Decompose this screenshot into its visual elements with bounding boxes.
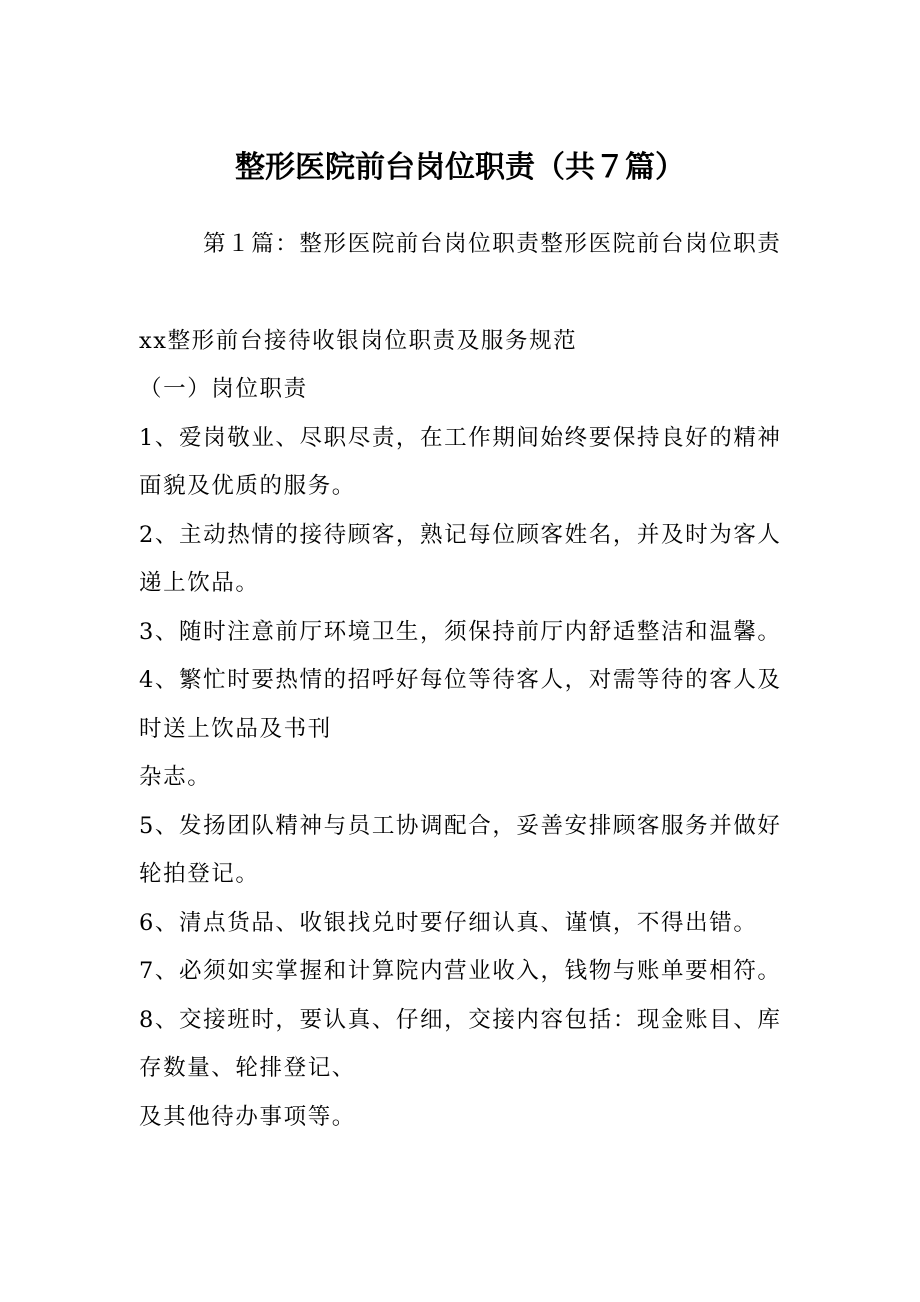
duty-item-3: 3、随时注意前厅环境卫生，须保持前厅内舒适整洁和温馨。 bbox=[139, 618, 782, 645]
duty-item-4-continued: 杂志。 bbox=[139, 764, 212, 790]
duty-item-5: 5、发扬团队精神与员工协调配合，妥善安排顾客服务并做好轮拍登记。 bbox=[139, 812, 782, 887]
duty-item-2: 2、主动热情的接待顾客，熟记每位顾客姓名，并及时为客人递上饮品。 bbox=[139, 521, 782, 596]
duty-item-6: 6、清点货品、收银找兑时要仔细认真、谨慎，不得出错。 bbox=[139, 909, 758, 936]
duty-item-8: 8、交接班时，要认真、仔细，交接内容包括：现金账目、库存数量、轮排登记、 bbox=[139, 1006, 782, 1081]
duty-item-8-continued: 及其他待办事项等。 bbox=[139, 1103, 356, 1130]
document-body bbox=[139, 220, 789, 1141]
duty-item-1: 1、爱岗敬业、尽职尽责，在工作期间始终要保持良好的精神面貌及优质的服务。 bbox=[139, 424, 782, 499]
document-title: 整形医院前台岗位职责（共７篇） bbox=[235, 150, 685, 185]
section-heading-part-1: 第１篇：整形医院前台岗位职责整形医院前台岗位职责 bbox=[203, 231, 782, 257]
duty-item-4: 4、繁忙时要热情的招呼好每位等待客人，对需等待的客人及时送上饮品及书刊 bbox=[139, 667, 782, 742]
subtitle-reception-duties: xx整形前台接待收银岗位职责及服务规范 bbox=[139, 327, 578, 354]
duty-item-7: 7、必须如实掌握和计算院内营业收入，钱物与账单要相符。 bbox=[139, 958, 782, 984]
section-label-duties: （一）岗位职责 bbox=[139, 376, 308, 402]
